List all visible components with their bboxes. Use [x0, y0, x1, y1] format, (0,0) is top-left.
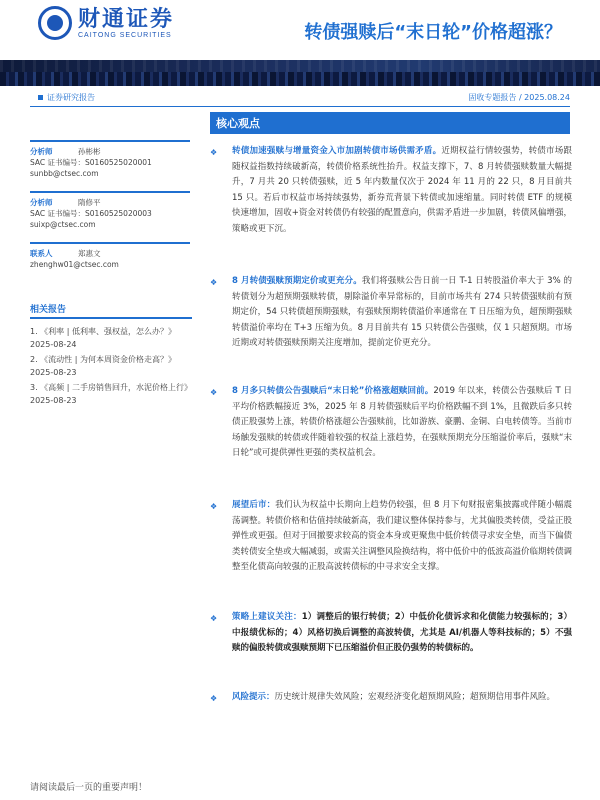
diamond-bullet-icon: ❖: [210, 148, 218, 157]
analyst-card: [30, 191, 190, 230]
logo-english-name: CAITONG SECURITIES: [78, 31, 172, 39]
related-report-date: 2025-08-24: [30, 340, 77, 349]
related-report-title[interactable]: 2. 《流动性 | 为何本周资金价格走高？》: [30, 355, 176, 364]
contact-card: [30, 242, 190, 270]
contact-role: 联系人: [30, 249, 53, 258]
related-report-date: 2025-08-23: [30, 396, 77, 405]
analyst-name: 孙彬彬: [78, 147, 101, 156]
company-logo: [38, 6, 174, 40]
report-header: [0, 0, 600, 68]
point-lead: 8 月多只转债公告强赎后“末日轮”价格涨超赎回前。: [232, 386, 434, 396]
point-text: 1）调整后的银行转债；2）中低价化债诉求和化债能力较强标的；3）中报绩优标的；4）风格切换后调整的高波转债，尤其是 AI/机器人等科技标的；5）不强赎的偏股转债或强赎预期下已压缩溢价但正股仍强势的转债标的。: [232, 612, 572, 653]
contact-name: 郑惠文: [78, 249, 101, 258]
point-text: 2019 年以来，转债公告强赎后 T 日平均价格跌幅接近 3%，2025 年 8 月转债强赎后平均价格跌幅不到 1%，且微跌后多只转债正股强势上涨，转债价格涨超公告强赎前，比如游族、豪鹏、金铜、白电转债等。当前市场触发强赎的转债或伴随着较强的权益上涨趋势，在强赎预期充分压缩溢价率后，强赎“末日轮”或可提供弹性更强的类权益机会。: [232, 386, 573, 458]
report-meta-bar: [30, 92, 570, 104]
city-skyline-banner: [0, 60, 600, 86]
analyst-email[interactable]: suixp@ctsec.com: [30, 220, 96, 229]
core-point: [210, 690, 572, 706]
diamond-bullet-icon: ❖: [210, 694, 218, 703]
analyst-email[interactable]: sunbb@ctsec.com: [30, 169, 99, 178]
diamond-bullet-icon: ❖: [210, 614, 218, 623]
diamond-bullet-icon: ❖: [210, 278, 218, 287]
related-report-item[interactable]: [30, 325, 192, 351]
point-text: 历史统计规律失效风险；宏观经济变化超预期风险；超预期信用事件风险。: [274, 692, 556, 702]
diamond-bullet-icon: ❖: [210, 502, 218, 511]
point-text: 我们将强赎公告日前一日 T-1 日转股溢价率大于 3% 的转债划分为超预期强赎转债，剔除溢价率异常标的，目前市场共有 274 只转债强赎前有预期定价，54 只转债超预期强赎，有强赎预期转债溢价率通常在 T 日压缩为负，超预期强赎转债溢价率均在 T+3 压缩为负。8 月目前共有 15 只转债公告强赎，仅 1 只超预期。市场近期或对转债强赎预期关注度增加，提前定价更充分。: [232, 276, 572, 348]
related-report-date: 2025-08-23: [30, 368, 77, 377]
analyst-cert: SAC 证书编号：S0160525020001: [30, 158, 152, 167]
point-text: 我们认为权益中长期向上趋势仍较强，但 8 月下旬财报密集披露或伴随小幅震荡调整。转债价格和估值持续破新高，我们建议整体保持参与，尤其偏股类转债，受益正股弹性或更强。但对于回撤要求较高的资金本身或更聚焦中低价转债寻求安全垫，而当下偏债类转债安全垫或大幅减弱，或需关注调整风险换结构，将中低价中的低波高溢价临期转债调整至化债高向较强的正股高波转债标的中寻求安全支撑。: [232, 500, 573, 572]
core-point: [210, 274, 572, 352]
contact-email[interactable]: zhenghw01@ctsec.com: [30, 260, 119, 269]
analyst-cert: SAC 证书编号：S0160525020003: [30, 209, 152, 218]
core-point: [210, 384, 572, 462]
point-text: 近期权益行情较强势，转债市场跟随权益指数持续破新高，转债价格系统性抬升。权益支撑下，7、8 月转债强赎数量大幅提升，7 月共 20 只转债强赎，近 5 年内数量仅次于 2024 年 11 月的 22 只，8 月目前共 15 只。若后市权益市场持续强势，新券荒背景下转债或加速缩量。同时转债 ETF 的规模快速增加，固收+资金对转债仍有较强的配置意向，供需矛盾进一步加剧，转债风偏增强，策略或更下沉。: [232, 146, 572, 234]
analyst-sidebar: [30, 140, 190, 282]
diamond-bullet-icon: ❖: [210, 388, 218, 397]
related-report-item[interactable]: [30, 353, 192, 379]
point-lead: 展望后市：: [232, 500, 276, 510]
analyst-role: 分析师: [30, 198, 53, 207]
point-lead: 策略上建议关注：: [232, 612, 302, 622]
report-title: 转债强赎后“末日轮”价格超涨？: [304, 22, 562, 43]
disclaimer-footer: 请阅读最后一页的重要声明！: [30, 783, 148, 793]
related-reports-title: 相关报告: [30, 302, 192, 319]
core-point: [210, 498, 572, 576]
report-category: 证券研究报告: [38, 92, 95, 103]
point-lead: 8 月转债强赎预期定价或更充分。: [232, 276, 362, 286]
logo-mark-icon: [38, 6, 72, 40]
core-views-title: 核心观点: [210, 112, 570, 134]
analyst-card: [30, 140, 190, 179]
related-report-title[interactable]: 1. 《利率 | 低利率、强权益，怎么办？》: [30, 327, 176, 336]
related-report-item[interactable]: [30, 381, 192, 407]
point-lead: 转债加速强赎与增量资金入市加剧转债市场供需矛盾。: [232, 146, 442, 156]
report-type-date: 固收专题报告 / 2025.08.24: [468, 93, 570, 102]
core-point: [210, 610, 572, 657]
logo-chinese-name: 财通证券: [78, 6, 175, 32]
core-point: [210, 144, 572, 237]
core-views-header: [210, 112, 570, 134]
point-lead: 风险提示：: [232, 692, 275, 702]
analyst-role: 分析师: [30, 147, 53, 156]
meta-divider: [30, 106, 570, 107]
analyst-name: 隋修平: [78, 198, 101, 207]
related-report-title[interactable]: 3. 《高频 | 二手房销售回升，水泥价格上行》: [30, 383, 192, 392]
related-reports: [30, 302, 192, 409]
